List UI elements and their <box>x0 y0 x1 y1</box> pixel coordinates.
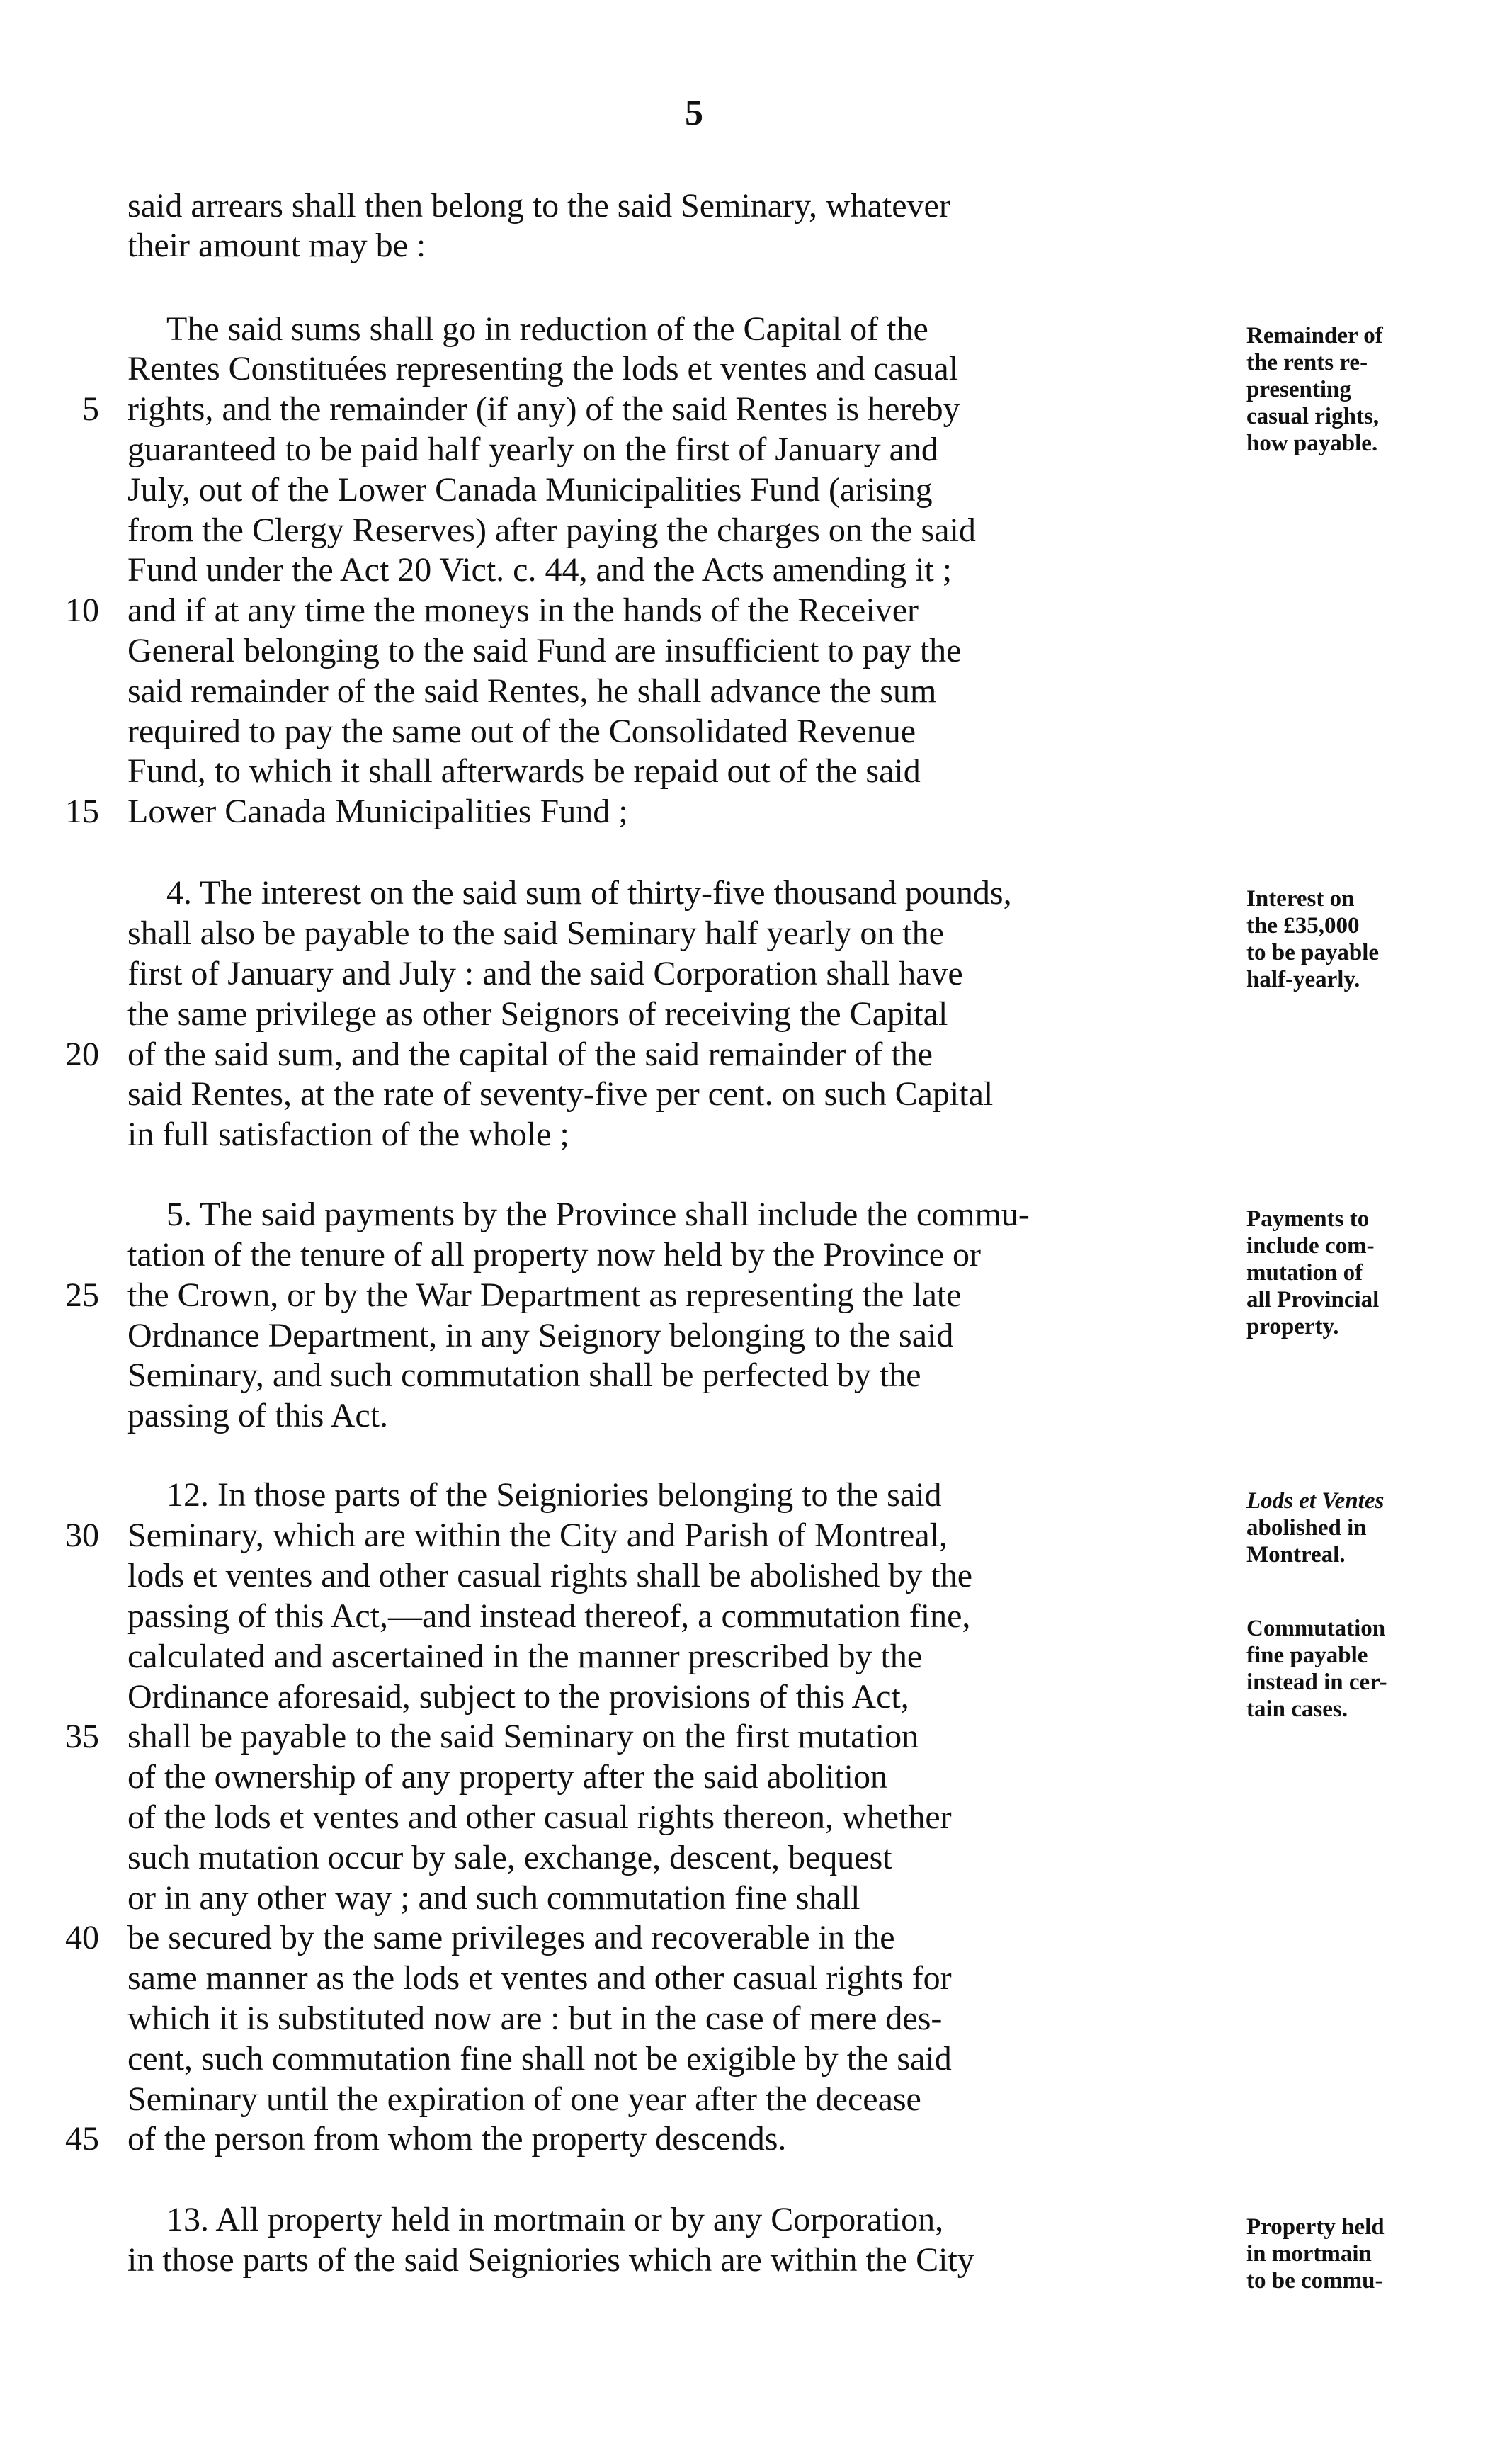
text-line: be secured by the same privileges and recoverable in the <box>127 1919 895 1956</box>
text-line: Rentes Constituées representing the lods et ventes and casual <box>127 350 959 387</box>
text-line: of the lods et ventes and other casual rights thereon, whether <box>127 1798 952 1836</box>
text-line: the Crown, or by the War Department as representing the late <box>127 1276 962 1314</box>
side-note-line: to be payable <box>1246 940 1380 965</box>
text-line: 5. The said payments by the Province shall include the commu- <box>166 1196 1030 1233</box>
text-line: calculated and ascertained in the manner prescribed by the <box>127 1638 923 1675</box>
text-line: 12. In those parts of the Seigniories belonging to the said <box>166 1476 942 1514</box>
side-note-line: Lods et Ventes <box>1246 1488 1385 1514</box>
text-line: of the ownership of any property after the said abolition <box>127 1758 888 1796</box>
side-note-line: mutation of <box>1246 1260 1363 1286</box>
side-note-line: Montreal. <box>1246 1542 1346 1568</box>
line-number: 15 <box>65 793 99 830</box>
text-line: The said sums shall go in reduction of the Capital of the <box>166 310 928 348</box>
line-number: 5 <box>82 390 99 428</box>
text-line: cent, such commutation fine shall not be exigible by the said <box>127 2040 952 2078</box>
side-note-remainder <box>1246 322 1487 457</box>
side-note-line: include com- <box>1246 1233 1375 1259</box>
text-line: General belonging to the said Fund are insufficient to pay the <box>127 632 962 669</box>
text-line: passing of this Act. <box>127 1397 388 1434</box>
text-line: shall also be payable to the said Seminary half yearly on the <box>127 914 944 952</box>
side-note-property <box>1246 2214 1487 2294</box>
side-note-commutation <box>1246 1615 1487 1723</box>
text-line: Fund, to which it shall afterwards be repaid out of the said <box>127 752 921 790</box>
text-line: guaranteed to be paid half yearly on the first of January and <box>127 431 938 468</box>
side-note-line: presenting <box>1246 377 1351 402</box>
text-line: July, out of the Lower Canada Municipalities Fund (arising <box>127 471 933 509</box>
text-line: and if at any time the moneys in the hands of the Receiver <box>127 591 919 629</box>
side-note-line: abolished in <box>1246 1515 1367 1541</box>
side-note-line: the £35,000 <box>1246 913 1360 939</box>
text-line: lods et ventes and other casual rights shall be abolished by the <box>127 1557 973 1594</box>
text-line: 13. All property held in mortmain or by any Corporation, <box>166 2201 944 2238</box>
text-line: their amount may be : <box>127 227 426 264</box>
page-number: 5 <box>685 93 703 133</box>
side-note-line: in mortmain <box>1246 2241 1372 2267</box>
side-note-line: property. <box>1246 1314 1339 1339</box>
text-line: in those parts of the said Seigniories which are within the City <box>127 2241 974 2279</box>
line-number: 45 <box>65 2120 99 2158</box>
text-line: from the Clergy Reserves) after paying the charges on the said <box>127 511 976 549</box>
text-line: rights, and the remainder (if any) of the said Rentes is hereby <box>127 390 960 428</box>
side-note-line: Commutation <box>1246 1616 1386 1641</box>
side-note-line: how payable. <box>1246 431 1378 456</box>
text-line: passing of this Act,—and instead thereof, a commutation fine, <box>127 1597 971 1635</box>
text-line: or in any other way ; and such commutation fine shall <box>127 1879 860 1917</box>
side-note-payments <box>1246 1206 1487 1340</box>
text-line: tation of the tenure of all property now held by the Province or <box>127 1236 981 1274</box>
text-line: same manner as the lods et ventes and other casual rights for <box>127 1959 952 1997</box>
line-number: 35 <box>65 1718 99 1755</box>
side-note-line: instead in cer- <box>1246 1670 1387 1695</box>
text-line: required to pay the same out of the Consolidated Revenue <box>127 713 916 750</box>
line-number: 10 <box>65 591 99 629</box>
side-note-interest <box>1246 885 1487 993</box>
side-note-line: casual rights, <box>1246 404 1380 429</box>
text-line: Ordinance aforesaid, subject to the provisions of this Act, <box>127 1678 909 1716</box>
text-line: Seminary until the expiration of one year after the decease <box>127 2080 921 2118</box>
side-note-line: Payments to <box>1246 1206 1370 1232</box>
text-line: Seminary, and such commutation shall be perfected by the <box>127 1356 921 1394</box>
side-note-line: tain cases. <box>1246 1696 1348 1722</box>
line-number: 40 <box>65 1919 99 1956</box>
text-line: shall be payable to the said Seminary on the first mutation <box>127 1718 919 1755</box>
text-line: Ordnance Department, in any Seignory belonging to the said <box>127 1317 954 1354</box>
text-line: the same privilege as other Seignors of receiving the Capital <box>127 995 948 1033</box>
side-note-line: the rents re- <box>1246 350 1368 375</box>
text-line: Lower Canada Municipalities Fund ; <box>127 793 628 830</box>
side-note-line: all Provincial <box>1246 1287 1380 1313</box>
side-note-line: Remainder of <box>1246 323 1383 348</box>
text-line: first of January and July : and the said Corporation shall have <box>127 955 963 992</box>
text-line: such mutation occur by sale, exchange, descent, bequest <box>127 1839 892 1876</box>
text-line: of the person from whom the property descends. <box>127 2120 787 2158</box>
text-line: 4. The interest on the said sum of thirty-five thousand pounds, <box>166 874 1012 912</box>
line-number: 25 <box>65 1276 99 1314</box>
text-line: of the said sum, and the capital of the said remainder of the <box>127 1036 933 1073</box>
text-line: Seminary, which are within the City and Parish of Montreal, <box>127 1517 948 1554</box>
text-line: said remainder of the said Rentes, he shall advance the sum <box>127 672 937 710</box>
text-line: Fund under the Act 20 Vict. c. 44, and the Acts amending it ; <box>127 551 953 589</box>
text-line: in full satisfaction of the whole ; <box>127 1116 569 1153</box>
line-number: 30 <box>65 1517 99 1554</box>
side-note-line: to be commu- <box>1246 2268 1383 2294</box>
side-note-line: fine payable <box>1246 1643 1368 1668</box>
side-note-line: half-yearly. <box>1246 967 1360 992</box>
text-line: said Rentes, at the rate of seventy-five per cent. on such Capital <box>127 1075 994 1113</box>
line-number: 20 <box>65 1036 99 1073</box>
side-note-line: Property held <box>1246 2214 1385 2240</box>
side-note-line: Interest on <box>1246 886 1355 912</box>
side-note-lods-et-ventes <box>1246 1488 1487 1568</box>
text-line: which it is substituted now are : but in the case of mere des- <box>127 2000 943 2037</box>
text-line: said arrears shall then belong to the said Seminary, whatever <box>127 187 950 225</box>
